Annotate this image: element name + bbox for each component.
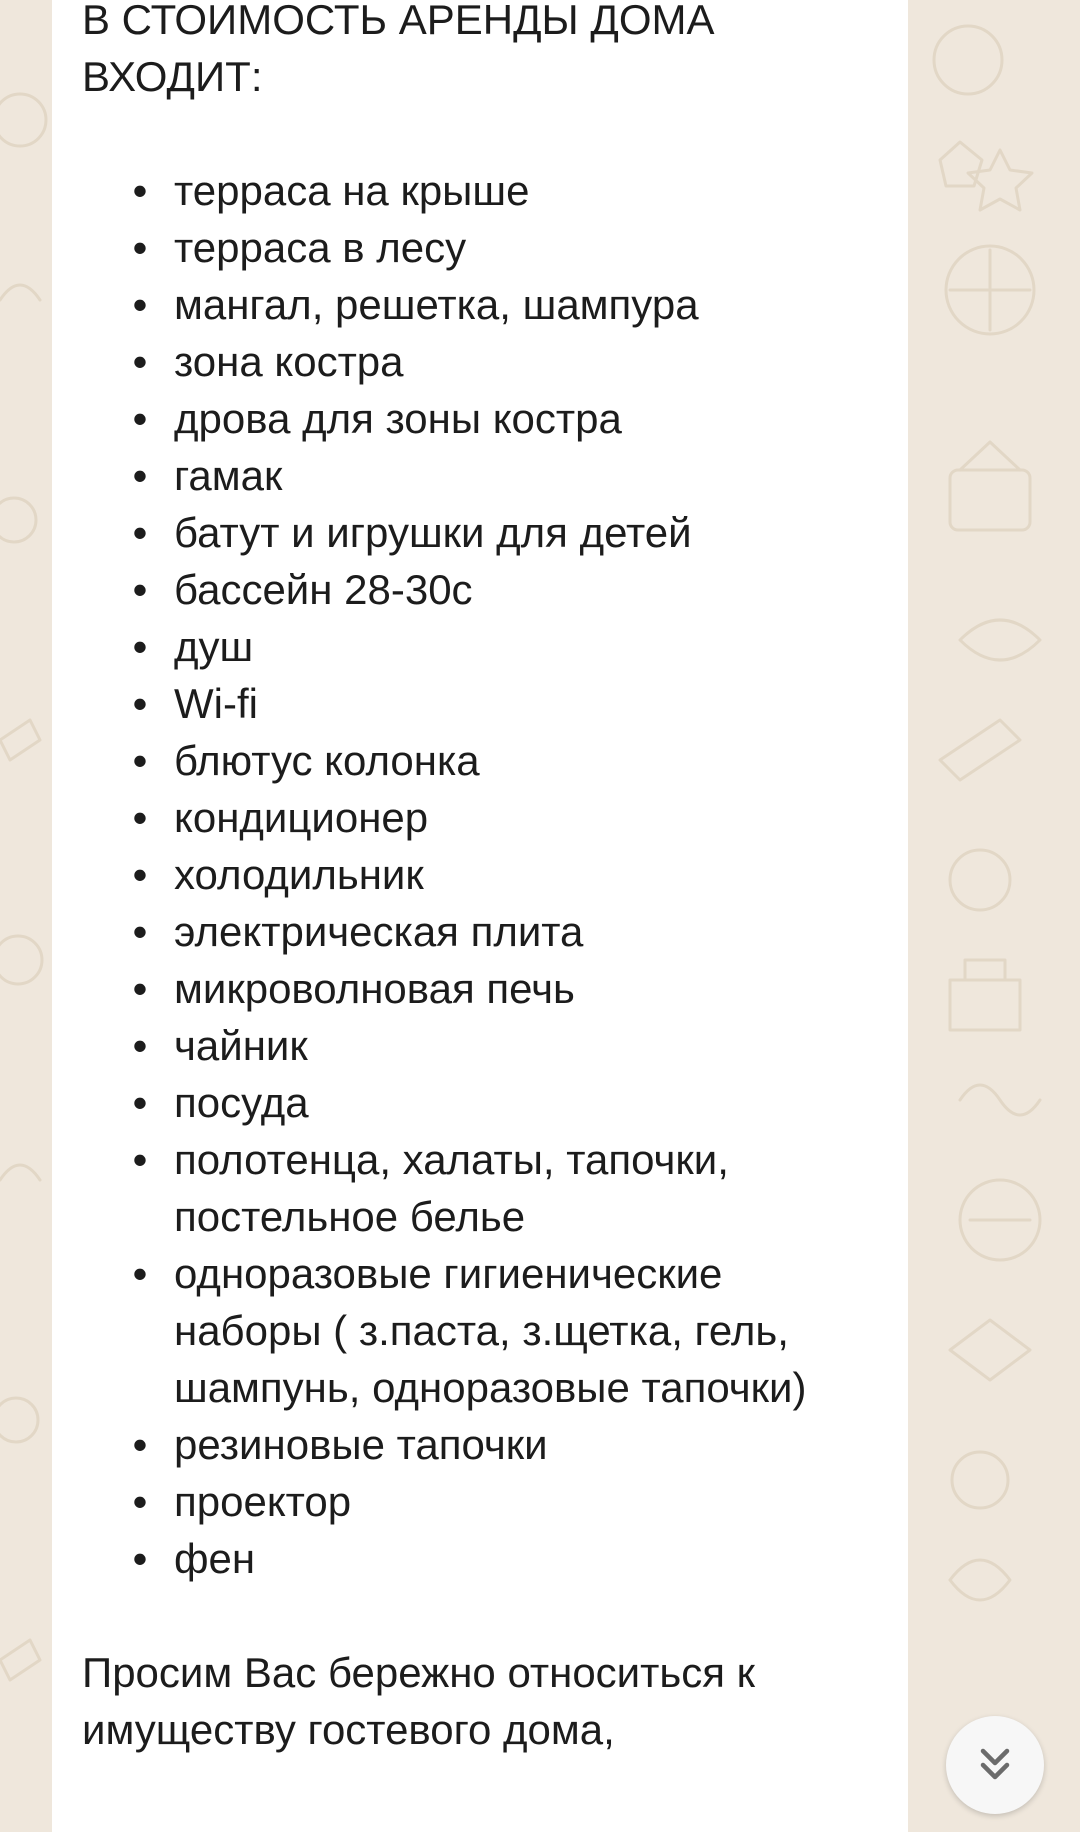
list-item bbox=[82, 1530, 842, 1587]
list-item bbox=[82, 1416, 842, 1473]
amenities-list bbox=[82, 162, 842, 1587]
bullet-icon: • bbox=[132, 1421, 148, 1468]
list-item-text: Wi-fi bbox=[174, 680, 258, 727]
list-item bbox=[82, 618, 842, 675]
list-item-text: дрова для зоны костра bbox=[174, 395, 622, 442]
bullet-icon: • bbox=[132, 509, 148, 556]
bullet-icon: • bbox=[132, 452, 148, 499]
list-item bbox=[82, 732, 842, 789]
list-item bbox=[82, 447, 842, 504]
list-item bbox=[82, 561, 842, 618]
list-item bbox=[82, 162, 842, 219]
bullet-icon: • bbox=[132, 851, 148, 898]
bullet-icon: • bbox=[132, 395, 148, 442]
list-item-text: терраса в лесу bbox=[174, 224, 467, 271]
list-item bbox=[82, 390, 842, 447]
list-item-text: холодильник bbox=[174, 851, 424, 898]
bullet-icon: • bbox=[132, 167, 148, 214]
list-item bbox=[82, 333, 842, 390]
list-item-text: мангал, решетка, шампура bbox=[174, 281, 699, 328]
list-item-text: кондиционер bbox=[174, 794, 429, 841]
list-item-text: посуда bbox=[174, 1079, 309, 1126]
bullet-icon: • bbox=[132, 1136, 148, 1183]
message-heading: В СТОИМОСТЬ АРЕНДЫ ДОМА ВХОДИТ: bbox=[82, 0, 715, 100]
list-item-text: зона костра bbox=[174, 338, 404, 385]
message-footer: Просим Вас бережно относиться к имуществу гостевого дома, bbox=[82, 1649, 756, 1753]
list-item-text: проектор bbox=[174, 1478, 352, 1525]
list-item bbox=[82, 219, 842, 276]
list-item-text: фен bbox=[174, 1535, 256, 1582]
bullet-icon: • bbox=[132, 794, 148, 841]
list-item-text: блютус колонка bbox=[174, 737, 480, 784]
double-chevron-down-icon bbox=[973, 1743, 1017, 1787]
bullet-icon: • bbox=[132, 965, 148, 1012]
list-item-text: электрическая плита bbox=[174, 908, 584, 955]
list-item-text: резиновые тапочки bbox=[174, 1421, 548, 1468]
list-item-text: одноразовые гигиенические наборы ( з.паста, з.щетка, гель, шампунь, одноразовые тапочки) bbox=[174, 1250, 807, 1411]
list-item-text: батут и игрушки для детей bbox=[174, 509, 692, 556]
message-text bbox=[82, 0, 842, 1758]
bullet-icon: • bbox=[132, 338, 148, 385]
list-item-text: чайник bbox=[174, 1022, 308, 1069]
list-item bbox=[82, 1245, 842, 1416]
list-item bbox=[82, 789, 842, 846]
blank-line bbox=[82, 1587, 842, 1644]
bullet-icon: • bbox=[132, 1079, 148, 1126]
bullet-icon: • bbox=[132, 1535, 148, 1582]
blank-line bbox=[82, 105, 842, 162]
bullet-icon: • bbox=[132, 908, 148, 955]
list-item bbox=[82, 846, 842, 903]
list-item bbox=[82, 1131, 842, 1245]
bullet-icon: • bbox=[132, 224, 148, 271]
list-item bbox=[82, 1017, 842, 1074]
bullet-icon: • bbox=[132, 566, 148, 613]
message-bubble bbox=[52, 0, 908, 1832]
scroll-down-button[interactable] bbox=[946, 1716, 1044, 1814]
list-item-text: терраса на крыше bbox=[174, 167, 530, 214]
bullet-icon: • bbox=[132, 1022, 148, 1069]
bullet-icon: • bbox=[132, 1478, 148, 1525]
list-item bbox=[82, 1473, 842, 1530]
bullet-icon: • bbox=[132, 623, 148, 670]
list-item bbox=[82, 1074, 842, 1131]
bullet-icon: • bbox=[132, 1250, 148, 1297]
list-item-text: полотенца, халаты, тапочки, постельное белье bbox=[174, 1136, 729, 1240]
list-item bbox=[82, 960, 842, 1017]
bullet-icon: • bbox=[132, 281, 148, 328]
list-item-text: бассейн 28-30с bbox=[174, 566, 473, 613]
list-item bbox=[82, 675, 842, 732]
list-item-text: гамак bbox=[174, 452, 283, 499]
list-item bbox=[82, 504, 842, 561]
list-item-text: микроволновая печь bbox=[174, 965, 575, 1012]
list-item-text: душ bbox=[174, 623, 254, 670]
list-item bbox=[82, 903, 842, 960]
bullet-icon: • bbox=[132, 680, 148, 727]
list-item bbox=[82, 276, 842, 333]
bullet-icon: • bbox=[132, 737, 148, 784]
